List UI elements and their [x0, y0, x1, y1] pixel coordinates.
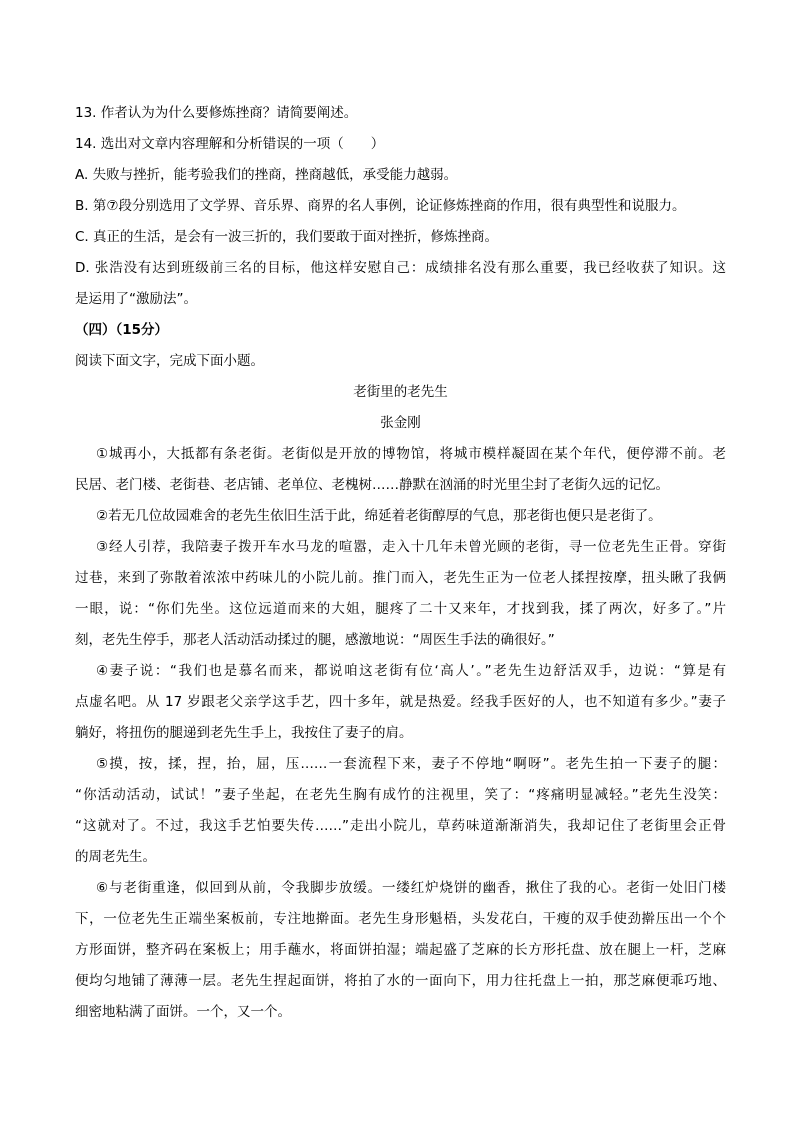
paragraph-line: 方形面饼，整齐码在案板上；用手蘸水，将面饼拍湿；端起盛了芝麻的长方形托盘、放在腿上一杆，芝麻	[75, 942, 726, 958]
instruction-text: 阅读下面文字，完成下面小题。	[75, 353, 264, 369]
paragraph-line: 细密地粘满了面饼。一个，又一个。	[75, 1004, 291, 1020]
paragraph-line: 民居、老门楼、老街巷、老店铺、老单位、老槐树……静默在汹涌的时光里尘封了老街久远的记忆。	[75, 477, 669, 493]
question-line: 14. 选出对文章内容理解和分析错误的一项（ ）	[75, 136, 385, 152]
paragraph-line: ⑥与老街重逢，似回到从前，令我脚步放缓。一缕红炉烧饼的幽香，揪住了我的心。老街一处旧门楼	[96, 880, 726, 896]
question-line: B. 第⑦段分别选用了文学界、音乐界、商界的名人事例，论证修炼挫商的作用，很有典型性和说服力。	[75, 198, 686, 214]
paragraph-line: “你活动活动，试试！”妻子坐起，在老先生胸有成竹的注视里，笑了：“疼痛明显减轻。”老先生没笑：	[75, 787, 726, 803]
question-line: A. 失败与挫折，能考验我们的挫商，挫商越低，承受能力越弱。	[75, 167, 458, 183]
document-body	[75, 102, 726, 1032]
paragraph-line: 刻，老先生停手，那老人活动活动揉过的腿，感激地说：“周医生手法的确很好。”	[75, 632, 555, 648]
question-line: D. 张浩没有达到班级前三名的目标，他这样安慰自己：成绩排名没有那么重要，我已经收获了知识。这	[75, 260, 726, 276]
paragraph-line: 躺好，将扭伤的腿递到老先生手上，我按住了妻子的肩。	[75, 725, 413, 741]
paragraph-line: “这就对了。不过，我这手艺怕要失传……”走出小院儿，草药味道渐渐消失，我却记住了老街里会正骨	[75, 818, 726, 834]
paragraph-line: 点虚名吧。从 17 岁跟老父亲学这手艺，四十多年，就是热爱。经我手医好的人，也不知道有多少。”妻子	[75, 694, 726, 710]
paragraph-line: 的周老先生。	[75, 849, 156, 865]
paragraph-line: ③经人引荐，我陪妻子拨开车水马龙的喧嚣，走入十几年未曾光顾的老街，寻一位老先生正骨。穿街	[96, 539, 726, 555]
article-title: 老街里的老先生	[353, 384, 448, 400]
article-author: 张金刚	[380, 415, 421, 431]
paragraph-line: 过巷，来到了弥散着浓浓中药味儿的小院儿前。推门而入，老先生正为一位老人揉捏按摩，扭头瞅了我俩	[75, 570, 726, 586]
question-line: 13. 作者认为为什么要修炼挫商？请简要阐述。	[75, 105, 358, 121]
section-heading: （四）（15分）	[75, 322, 169, 338]
paragraph-line: ⑤摸，按，揉，捏，抬，屈，压……一套流程下来，妻子不停地“啊呀”。老先生拍一下妻子的腿：	[96, 756, 726, 772]
paragraph-line: ①城再小，大抵都有条老街。老街似是开放的博物馆，将城市模样凝固在某个年代，便停滞不前。老	[96, 446, 726, 462]
question-line: 是运用了“激励法”。	[75, 291, 197, 307]
paragraph-line: ②若无几位故园难舍的老先生依旧生活于此，绵延着老街醇厚的气息，那老街也便只是老街了。	[96, 508, 662, 524]
paragraph-line: 便均匀地铺了薄薄一层。老先生捏起面饼，将拍了水的一面向下，用力往托盘上一拍，那芝麻便乖巧地、	[75, 973, 726, 989]
paragraph-line: 下，一位老先生正端坐案板前，专注地擀面。老先生身形魁梧，头发花白，干瘦的双手使劲擀压出一个个	[75, 911, 726, 927]
paragraph-line: 一眼，说：“你们先坐。这位远道而来的大姐，腿疼了二十又来年，才找到我，揉了两次，好多了。”片	[75, 601, 726, 617]
question-line: C. 真正的生活，是会有一波三折的，我们要敢于面对挫折，修炼挫商。	[75, 229, 499, 245]
paragraph-line: ④妻子说：“我们也是慕名而来，都说咱这老街有位‘高人’。”老先生边舒活双手，边说：“算是有	[96, 663, 726, 679]
